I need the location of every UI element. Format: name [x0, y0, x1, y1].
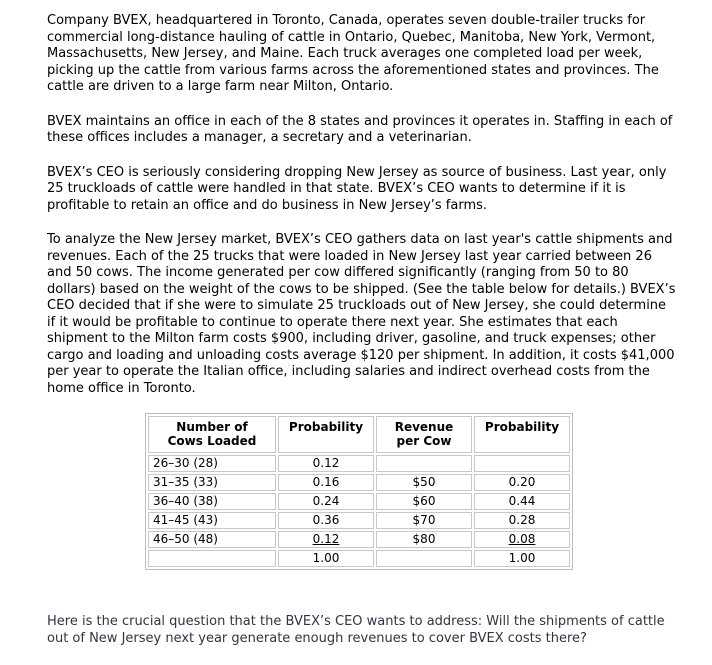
- cell-cows: 46–50 (48): [148, 531, 276, 548]
- cell-revenue: $80: [376, 531, 472, 548]
- cell-cows: 41–45 (43): [148, 512, 276, 529]
- paragraph-crucial-question: Here is the crucial question that the BVEX’s CEO wants to address: Will the shipments of cattle out of New Jersey next year generate enough revenues to cover BVEX costs there?: [47, 614, 665, 646]
- cell-revenue-probability-total: 1.00: [474, 550, 570, 567]
- table-row: [148, 493, 570, 510]
- document-body: [47, 13, 677, 665]
- cell-revenue: $70: [376, 512, 472, 529]
- table-total-row: [148, 550, 570, 567]
- cell-cows-probability-total: 1.00: [278, 550, 374, 567]
- paragraph-ceo-considering: BVEX’s CEO is seriously considering dropping New Jersey as source of business. Last year, only 25 truckloads of cattle were handled in that state. BVEX’s CEO wants to determine if it is profitable to retain an office and do business in New Jersey’s farms.: [47, 164, 667, 213]
- cell-cows-probability: 0.36: [278, 512, 374, 529]
- cell-cows-probability: 0.24: [278, 493, 374, 510]
- cell-cows: 26–30 (28): [148, 455, 276, 472]
- shipment-table-container: [145, 413, 677, 570]
- cell-revenue: $60: [376, 493, 472, 510]
- header-cows-loaded: [148, 416, 276, 453]
- header-revenue-probability-text: Probability: [484, 420, 560, 434]
- cell-revenue-probability: 0.08: [474, 531, 570, 548]
- cell-revenue-probability: [474, 455, 570, 472]
- header-cows-loaded-text: Number of Cows Loaded: [167, 420, 257, 448]
- cell-cows-probability: 0.12: [278, 531, 374, 548]
- table-row: [148, 455, 570, 472]
- paragraph-analysis: To analyze the New Jersey market, BVEX’s CEO gathers data on last year's cattle shipments and revenues. Each of the 25 trucks that were loaded in New Jersey last year carried between 26 and 50 cows. The income generated per cow differed significantly (ranging from 50 to 80 dollars) based on the weight of the cows to be shipped. (See the table below for details.) BVEX’s CEO decided that if she were to simulate 25 truckloads out of New Jersey, she could determine if it would be profitable to continue to operate there next year. She estimates that each shipment to the Milton farm costs $900, including driver, gasoline, and truck expenses; other cargo and loading and unloading costs average $120 per shipment. In addition, it costs $41,000 per year to operate the Italian office, including salaries and indirect overhead costs from the home office in Toronto.: [47, 232, 676, 396]
- header-revenue-probability: [474, 416, 570, 453]
- table-row: [148, 512, 570, 529]
- cell-revenue: [376, 455, 472, 472]
- header-cows-probability-text: Probability: [288, 420, 364, 434]
- table-header-row: [148, 416, 570, 453]
- cell-revenue: $50: [376, 474, 472, 491]
- header-cows-probability: [278, 416, 374, 453]
- paragraph-company-intro: Company BVEX, headquartered in Toronto, Canada, operates seven double-trailer trucks for commercial long-distance hauling of cattle in Ontario, Quebec, Manitoba, New York, Vermont, Massachusetts, New Jersey, and Maine. Each truck averages one completed load per week, picking up the cattle from various farms across the aforementioned states and provinces. The cattle are driven to a large farm near Milton, Ontario.: [47, 13, 659, 94]
- cell-cows-probability: 0.16: [278, 474, 374, 491]
- cell-revenue-probability: 0.20: [474, 474, 570, 491]
- table-row: [148, 531, 570, 548]
- cell-cows: 31–35 (33): [148, 474, 276, 491]
- shipment-table: [145, 413, 573, 570]
- cell-revenue-probability: 0.44: [474, 493, 570, 510]
- table-row: [148, 474, 570, 491]
- header-revenue-per-cow: [376, 416, 472, 453]
- cell-revenue: [376, 550, 472, 567]
- cell-cows: [148, 550, 276, 567]
- paragraph-offices: BVEX maintains an office in each of the 8 states and provinces it operates in. Staffing in each of these offices includes a manager, a secretary and a veterinarian.: [47, 113, 673, 145]
- cell-cows-probability: 0.12: [278, 455, 374, 472]
- cell-revenue-probability: 0.28: [474, 512, 570, 529]
- cell-cows: 36–40 (38): [148, 493, 276, 510]
- header-revenue-per-cow-text: Revenue per Cow: [394, 420, 454, 448]
